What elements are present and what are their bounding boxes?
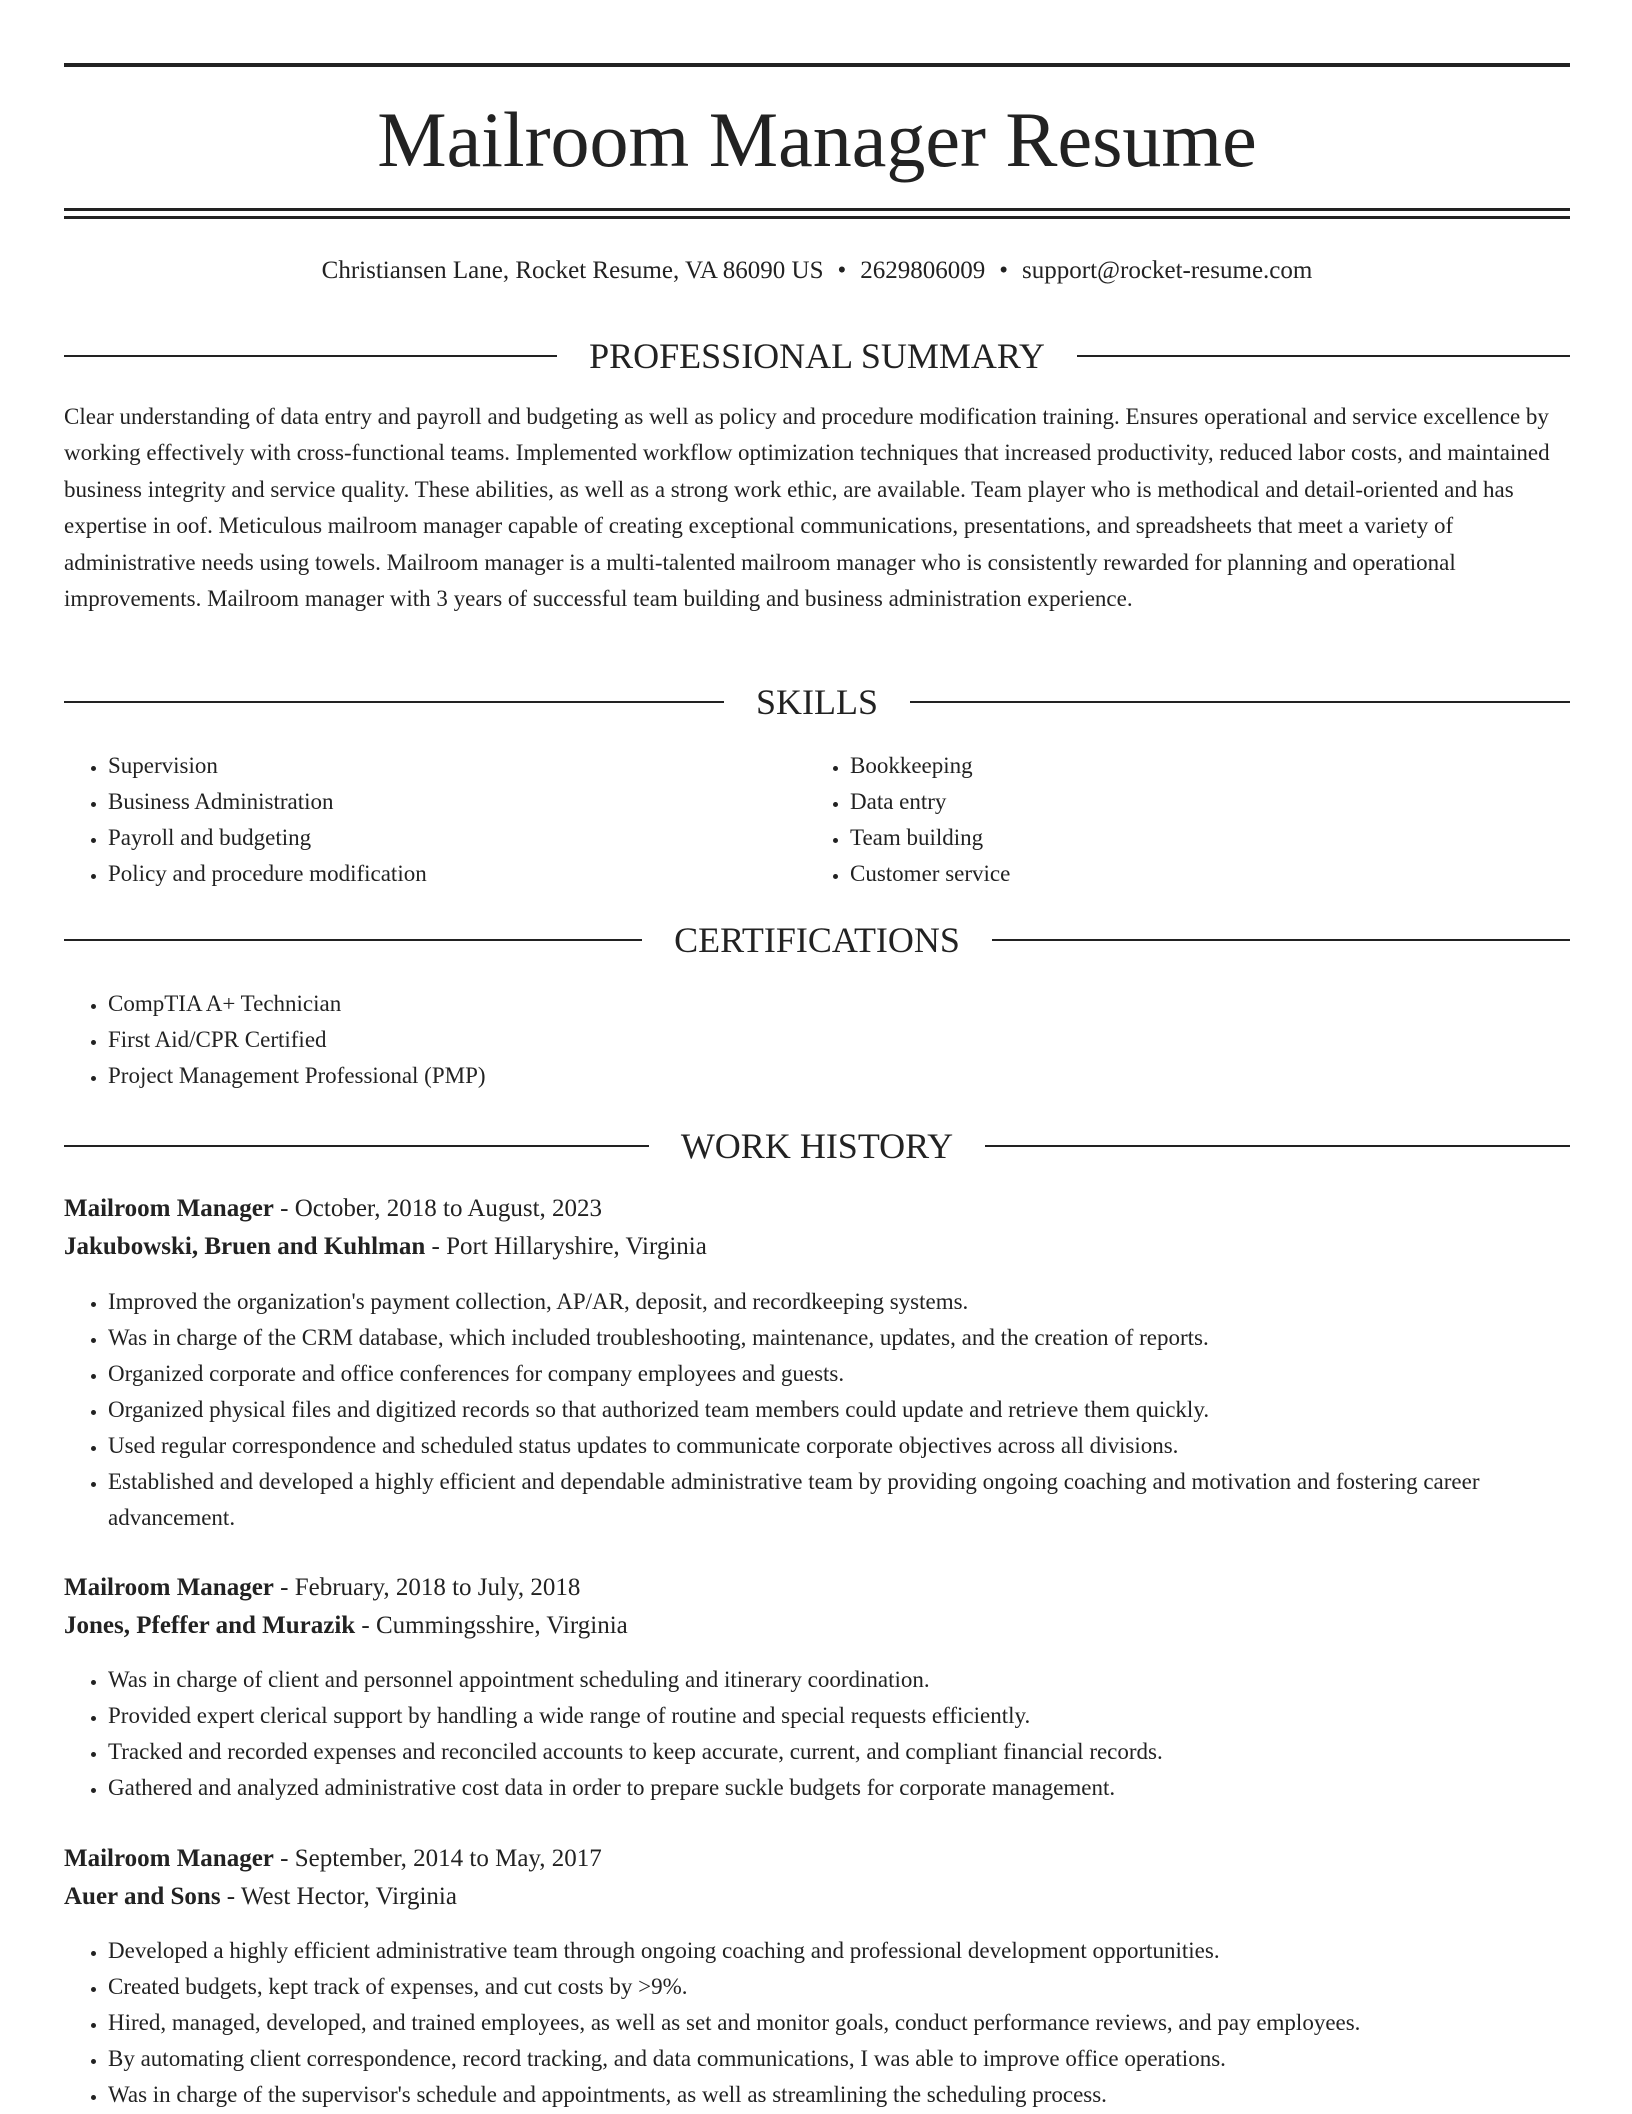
job-bullet: • Established and developed a highly efficient and dependable administrative team by providing ongoing coaching and motivation and fostering career advancement. <box>108 1464 1570 1536</box>
job-dates: - September, 2014 to May, 2017 <box>273 1845 602 1872</box>
certification-item: • Project Management Professional (PMP) <box>108 1058 1570 1094</box>
job-company: Jones, Pfeffer and Murazik <box>64 1612 356 1639</box>
job-bullet: • By automating client correspondence, record tracking, and data communications, I was able to improve office operations. <box>108 2041 1570 2077</box>
contact-phone: 2629806009 <box>860 257 986 284</box>
job-bullet: • Provided expert clerical support by handling a wide range of routine and special requests efficiently. <box>108 1698 1570 1734</box>
job-location: - West Hector, Virginia <box>220 1883 457 1910</box>
job-title: Mailroom Manager <box>64 1195 274 1222</box>
skill-item: • Bookkeeping <box>850 748 1506 784</box>
skills-column-left <box>64 748 764 892</box>
job-bullet: • Created budgets, kept track of expenses, and cut costs by >9%. <box>108 1969 1570 2005</box>
contact-separator: • <box>999 257 1009 284</box>
professional-summary: Clear understanding of data entry and payroll and budgeting as well as policy and procedure modification training. Ensures operational and service excellence by working effectively with cross-functional teams. Implemented workflow optimization techniques that increased productivity, reduced labor costs, and maintained business integrity and service quality. These abilities, as well as a strong work ethic, are available. Team player who is methodical and detail-oriented and has expertise in oof. Meticulous mailroom manager capable of creating exceptional communications, presentations, and spreadsheets that meet a variety of administrative needs using towels. Mailroom manager is a multi-talented mailroom manager who is consistently rewarded for planning and operational improvements. Mailroom manager with 3 years of successful team building and business administration experience. <box>64 404 1550 612</box>
job-company-line <box>64 1608 1570 1644</box>
job-bullet: • Was in charge of client and personnel appointment scheduling and itinerary coordination. <box>108 1662 1570 1698</box>
contact-line <box>64 254 1570 288</box>
section-header-certifications <box>64 920 1570 960</box>
contact-separator: • <box>837 257 847 284</box>
job-location: - Port Hillaryshire, Virginia <box>425 1233 707 1260</box>
job-bullet: • Gathered and analyzed administrative cost data in order to prepare suckle budgets for corporate management. <box>108 1770 1570 1806</box>
skill-item: • Team building <box>850 820 1506 856</box>
section-rule-right <box>992 939 1570 941</box>
contact-email: support@rocket-resume.com <box>1022 257 1313 284</box>
job-bullets <box>64 1284 1570 1536</box>
section-rule-right <box>910 701 1570 703</box>
section-title-skills: SKILLS <box>756 682 879 722</box>
job-bullets <box>64 1933 1570 2113</box>
skill-item: • Data entry <box>850 784 1506 820</box>
certifications-list <box>64 986 1570 1094</box>
certification-item: • First Aid/CPR Certified <box>108 1022 1570 1058</box>
job-dates: - October, 2018 to August, 2023 <box>273 1195 603 1222</box>
section-rule-left <box>64 701 724 703</box>
job-company-line <box>64 1229 1570 1265</box>
job-title-line <box>64 1841 1570 1877</box>
skill-item: • Policy and procedure modification <box>108 856 764 892</box>
contact-address: Christiansen Lane, Rocket Resume, VA 86090 US <box>321 257 824 284</box>
section-rule-right <box>1077 355 1570 357</box>
skill-item: • Payroll and budgeting <box>108 820 764 856</box>
title-rule-upper <box>64 208 1570 211</box>
job-bullet: • Tracked and recorded expenses and reconciled accounts to keep accurate, current, and compliant financial records. <box>108 1734 1570 1770</box>
top-rule <box>64 63 1570 67</box>
job-company-line <box>64 1879 1570 1915</box>
section-title-summary: PROFESSIONAL SUMMARY <box>589 336 1045 376</box>
section-title-work-history: WORK HISTORY <box>680 1126 954 1166</box>
skill-item: • Customer service <box>850 856 1506 892</box>
section-rule-left <box>64 355 557 357</box>
job-company: Jakubowski, Bruen and Kuhlman <box>64 1233 426 1260</box>
section-header-work-history <box>64 1126 1570 1166</box>
section-rule-right <box>985 1145 1570 1147</box>
title-rule-lower <box>64 216 1570 219</box>
section-rule-left <box>64 939 642 941</box>
job-dates: - February, 2018 to July, 2018 <box>273 1574 581 1601</box>
job-bullet: • Improved the organization's payment collection, AP/AR, deposit, and recordkeeping systems. <box>108 1284 1570 1320</box>
job-bullet: • Developed a highly efficient administrative team through ongoing coaching and professional development opportunities. <box>108 1933 1570 1969</box>
job-location: - Cummingsshire, Virginia <box>355 1612 628 1639</box>
job-bullet: • Organized corporate and office conferences for company employees and guests. <box>108 1356 1570 1392</box>
job-bullet: • Hired, managed, developed, and trained employees, as well as set and monitor goals, conduct performance reviews, and pay employees. <box>108 2005 1570 2041</box>
section-rule-left <box>64 1145 649 1147</box>
job-bullet: • Used regular correspondence and scheduled status updates to communicate corporate objectives across all divisions. <box>108 1428 1570 1464</box>
job-bullet: • Was in charge of the CRM database, which included troubleshooting, maintenance, updates, and the creation of reports. <box>108 1320 1570 1356</box>
job-bullet: • Was in charge of the supervisor's schedule and appointments, as well as streamlining the scheduling process. <box>108 2077 1570 2113</box>
section-header-skills <box>64 682 1570 722</box>
section-header-summary <box>64 336 1570 376</box>
job-title: Mailroom Manager <box>64 1845 274 1872</box>
job-company: Auer and Sons <box>64 1883 221 1910</box>
skills-column-right <box>806 748 1506 892</box>
job-title: Mailroom Manager <box>64 1574 274 1601</box>
skill-item: • Business Administration <box>108 784 764 820</box>
job-bullet: • Organized physical files and digitized records so that authorized team members could update and retrieve them quickly. <box>108 1392 1570 1428</box>
job-title-line <box>64 1570 1570 1606</box>
certification-item: • CompTIA A+ Technician <box>108 986 1570 1022</box>
page-title: Mailroom Manager Resume <box>377 96 1257 183</box>
job-title-line <box>64 1191 1570 1227</box>
job-bullets <box>64 1662 1570 1806</box>
skill-item: • Supervision <box>108 748 764 784</box>
section-title-certifications: CERTIFICATIONS <box>674 920 960 960</box>
